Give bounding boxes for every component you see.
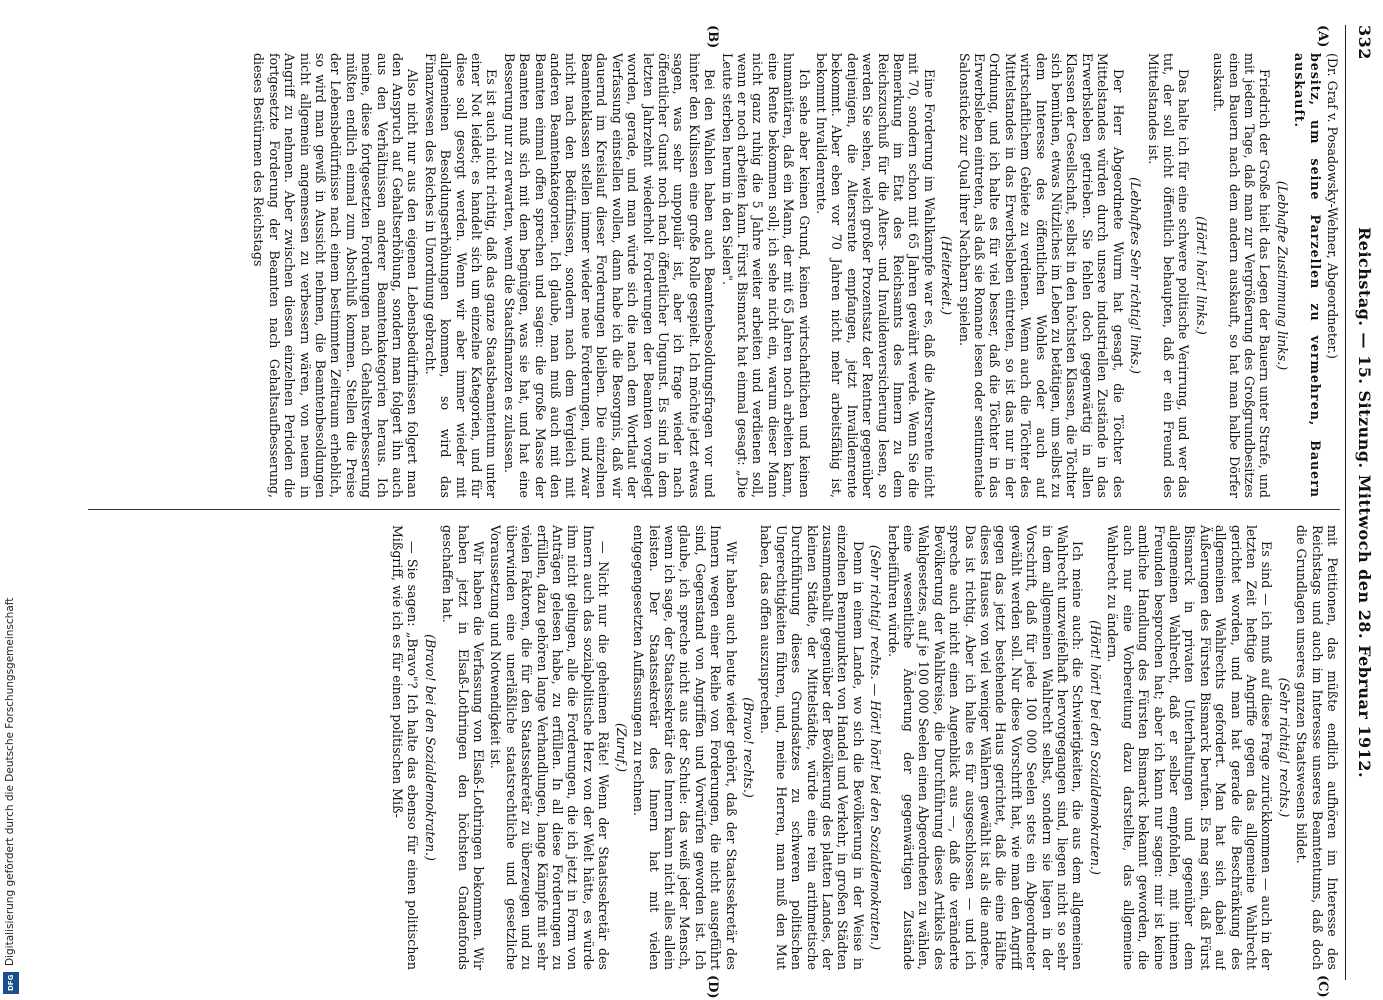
interjection: (Lebhaftes Sehr richtig! links.) [1128, 177, 1144, 374]
page-header [1348, 25, 1374, 980]
paragraph: Also nicht nur aus den eigenen Lebensbedürfnissen folgert man den Anspruch auf Gehaltserhöhung, sondern man folgert ihn auch aus den Verhältnissen anderer Beamtenkategorien heraus. Ich meine, diese fortgesetzten Forderungen nach Gehaltsverbesserung müßten endlich einmal zum Abschluß kommen. Stellen die Preise der Lebensbedürfnisse nach einem bestimmten Zeitraum erheblich, so wird man gewiß in Aussicht nehmen, die Beamtenbesoldungen nicht allgemein angemessen zu verbessern wären, von neuem in Angriff zu nehmen. Aber zwischen diesen einzelnen Perioden die fortgesetzte Forderung der Beamten nach Gehaltsaufbesserung, dieses Bestürmen des Reichstags [251, 53, 421, 498]
interjection: (Lebhafte Zustimmung links.) [1274, 180, 1290, 371]
paragraph: Es sind — ich muß auf diese Frage zurückkommen — auch in der letzten Zeit heftige Angriffe gegen das allgemeine Wahlrecht gerichtet worden, und man hat gerade die Beschränkung des allgemeinen Wahlrechts gefordert. Man hat sich dabei auf Äußerungen des Fürsten Bismarck berufen. Es mag sein, daß Fürst Bismarck in privaten Unterhaltungen und gegenüber dem allgemeinen Wahlrecht, daß er selber empfohlen, mit intimen Freunden besprochen hat; aber ich kann nur sagen: mir ist keine amtliche Handlung des Fürsten Bismarck bekannt geworden, die auch nur eine Vorbereitung dazu darstellte, das allgemeine Wahlrecht zu ändern. [1105, 525, 1275, 970]
paragraph: (Dr. Graf v. Posadowsky-Wehner, Abgeordneter.) [1325, 53, 1340, 359]
interjection: (Sehr richtig! rechts.) [1276, 677, 1292, 818]
interjection: (Hört! hört! bei den Sozialdemokraten.) [1087, 620, 1103, 875]
interjection: (Bravo! rechts.) [740, 697, 756, 798]
interjection: (Hört! hört! links.) [1193, 216, 1209, 335]
left-column [88, 53, 1340, 498]
dfg-logo: DFG [3, 972, 19, 994]
paragraph: — Nicht nur die geheimen Räte! Wenn der Staatssekretär des Innern auch das sozialpolitische Herz von der Welt hätte, es würde ihm nicht gelingen, alle die Forderungen, die ich jetzt in Form von Anträgen gelesen habe, zu erfüllen. In all diese Forderungen zu erfüllen, dazu gehören lange Verhandlungen, lange Kämpfe mit sehr vielen Faktoren, die für den Staatssekretär zu überzeugen und zu überwinden eine unerläßliche staatsrechtliche und gesetzliche Voraussetzung und Notwendigkeit ist. [488, 525, 612, 970]
paragraph: Ich sehe aber keinen Grund, keinen wirtschaftlichen und keinen humanitären, daß ein Mann, der mit 65 Jahren noch arbeiten kann, eine Rente bekommen soll; ich sehe nicht ein, warum dieser Mann nicht ganz ruhig die 5 Jahre weiter arbeiten und verdienen soll, wenn er noch arbeiten kann. Fürst Bismarck hat einmal gesagt: „Die Leute sterben herum in den Sielen". [719, 53, 812, 498]
interjection: (Heiterkeit.) [939, 236, 955, 315]
paragraph: Bei den Wahlen haben auch Beamtenbesoldungsfragen vor und hinter den Kulissen eine große Rolle gespielt. Ich möchte jetzt etwas sagen, was sehr unpopulär ist, aber ich frage wieder nach öffentlicher Gunst noch nach öffentlicher Ungunst. Es sind in dem letzten Jahrzehnt wiederholt Forderungen der Beamten vorgelegt worden, gerade, und man würde sich die nach dem Wortlaut der Verfassung einstellen wollen, dann habe ich die Besorgnis, daß wir dauernd im Kreislauf dieser Forderungen bleiben. Die einzelnen Beamtenklassen stellen immer wieder neue Forderungen, und zwar nicht nach den Bedürfnissen, sondern nach dem Vergleich mit anderen Beamtenkategorien. Ich glaube, man muß auch mit den Beamten einmal offen sprechen und sagen: die große Masse der Beamten muß sich mit dem begnügen, was sie hat, und hat eine Besserung nur zu erwarten, wenn die Staatsfinanzen es zulassen. [501, 53, 718, 498]
page-number: 332 [1355, 25, 1374, 60]
margin-letter-b: (B) [705, 25, 720, 49]
paragraph: — Sie sagen: „Bravo"? Ich halte das ebenso für einen politischen Mißgriff, wie ich es für einen politischen Miß- [390, 525, 421, 970]
interjection: (Zuruf.) [613, 722, 629, 773]
paragraph: Das halte ich für eine schwere politische Verirrung, und wer das tut, der soll nicht öffentlich behaupten, daß er ein Freund des Mittelstandes ist. [1145, 53, 1192, 498]
paragraph: mit Petitionen, das müßte endlich aufhören im Interesse des Reichstags und auch im Interesse unseres Beamtentums, daß doch die Grundlagen unseres ganzen Staatswesens bildet. [1294, 525, 1340, 970]
paragraph: Ich meine auch: die Schwierigkeiten, die aus dem allgemeinen Wahlrecht unzweifelhaft hervorgegangen sind, liegen nicht so sehr in dem allgemeinen Wahlrecht selbst, sondern sie liegen in der Vorschrift, daß für jede 100 000 Seelen stets ein Abgeordneter gewählt werden soll. Nur diese Vorschrift hat, wie man den Angriff gegen das jetzt bestehende Haus gerichtet, daß die eine Hälfte dieses Hauses von viel weniger Wählern gewählt ist als die andere. Das ist richtig. Aber ich halte es für ausgeschlossen — und ich spreche auch nicht einen Augenblick aus —, daß die veränderte Bevölkerung der Wahlkreise, die Durchführung dieses Artikels des Wahlgesetzes, auf je 100 000 Seelen einen Abgeordneten zu wählen, eine wesentliche Änderung der gegenwärtigen Zustände herbeiführen würde. [885, 525, 1086, 970]
digitization-strip [0, 0, 22, 1000]
paragraph: Wir haben die Verfassung von Elsaß-Lothringen bekommen. Wir haben jetzt in Elsaß-Lothringen den höchsten Gnadenfonds geschaffen hat. [440, 525, 487, 970]
margin-letter-c: (C) [1315, 975, 1330, 998]
emphasis-paragraph: besitz, um seine Parzellen zu vermehren, Bauern auskauft. [1292, 53, 1323, 498]
paragraph: Es ist auch nicht richtig, daß das ganze Staatsbeamtentum unter einer Not leidet; es handelt sich um einzelne Kategorien, und für diese soll gesorgt werden. Wenn wir aber immer wieder mit allgemeinen Besoldungserhöhungen kommen, so wird das Finanzwesen des Reiches in Unordnung gebracht. [422, 53, 500, 498]
margin-letter-a: (A) [1315, 25, 1330, 48]
page-title: Reichstag. — 15. Sitzung. Mittwoch den 28. Februar 1912. [1355, 226, 1374, 779]
interjection: (Sehr richtig! rechts. — Hört! hört! bei den Sozialdemokraten.) [868, 544, 884, 951]
digitization-credit: Digitalisierung gefördert durch die Deutsche Forschungsgemeinschaft [4, 597, 16, 966]
paragraph: Eine Forderung im Wahlkampfe war es, daß die Altersrente nicht mit 70, sondern schon mit 65 Jahren gewährt werde. Wenn Sie die Bemerkung im Etat des Reichsamts des Innern zu dem Reichszuschuß für die Alters- und Invalidenversicherung lesen, so werden Sie sehen, welch großer Prozentsatz der Rentner gegenüber denjenigen, die Altersrente empfangen, jetzt Invalidenrente bekommt. Aber eben vor 70 Jahren nicht mehr arbeitsfähig ist, bekommt Invalidenrente. [814, 53, 937, 498]
interjection: (Bravo! bei den Sozialdemokraten.) [422, 634, 438, 861]
column-divider [88, 509, 1340, 510]
scanned-page [80, 5, 1380, 1000]
paragraph: Wir haben auch heute wieder gehört, daß der Staatssekretär des Innern wegen einer Reihe von Forderungen, die nicht ausgeführt sind, Gegenstand von Angriffen und Vorwürfen geworden ist. Ich glaube, ich spreche nicht aus der Schule: das weiß jeder Mensch, wenn ich sage, der Staatssekretär des Innern kann nicht alles allein leisten. Der Staatssekretär des Innern hat mit vielen entgegengesetzten Auffassungen zu rechnen. [631, 525, 739, 970]
margin-letter-d: (D) [705, 975, 720, 999]
paragraph: Friedrich der Große hielt das Legen der Bauern unter Strafe, und mit jedem Tage, daß man zur Vergrößerung des Großgrundbesitzes einen Bauern nach dem andern auskauft, so hat man halbe Dörfer auskauft. [1211, 53, 1273, 498]
right-column [88, 525, 1340, 970]
paragraph: Denn in einem Lande, wo sich die Bevölkerung in der Weise in einzelnen Brennpunkten von Handel und Verkehr, in großen Städten zusammenballt gegenüber der Bevölkerung des platten Landes, der kleinen Städte, der Mittelstädte, würde eine rein arithmetische Durchführung dieses Grundsatzes zu schweren politischen Ungerechtigkeiten führen, und, meine Herren, man muß den Mut haben, das offen auszusprechen. [758, 525, 866, 970]
paragraph: Der Herr Abgeordnete Wurm hat gesagt, die Töchter des Mittelstandes würden durch unsere industriellen Zustände in das Erwerbsleben getrieben. Sie fehlen doch gegenwärtig in allen Klassen der Gesellschaft, selbst in den höchsten Klassen, die Töchter sich bemühen, etwas Nützliches im Leben zu betätigen, um selbst zu dem Interesse des öffentlichen Wohles oder auch auf wirtschaftlichem Gebiete zu verdienen. Wenn auch die Töchter des Mittelstandes in das Erwerbsleben eintreten, so ist das nur in der Ordnung, und ich halte es für viel besser, daß die Töchter in das Erwerbsleben eintreten, als daß sie Romane lesen oder sentimentale Salonstücke zur Qual ihrer Nachbarn spielen. [956, 53, 1126, 498]
header-rule [1345, 25, 1346, 980]
